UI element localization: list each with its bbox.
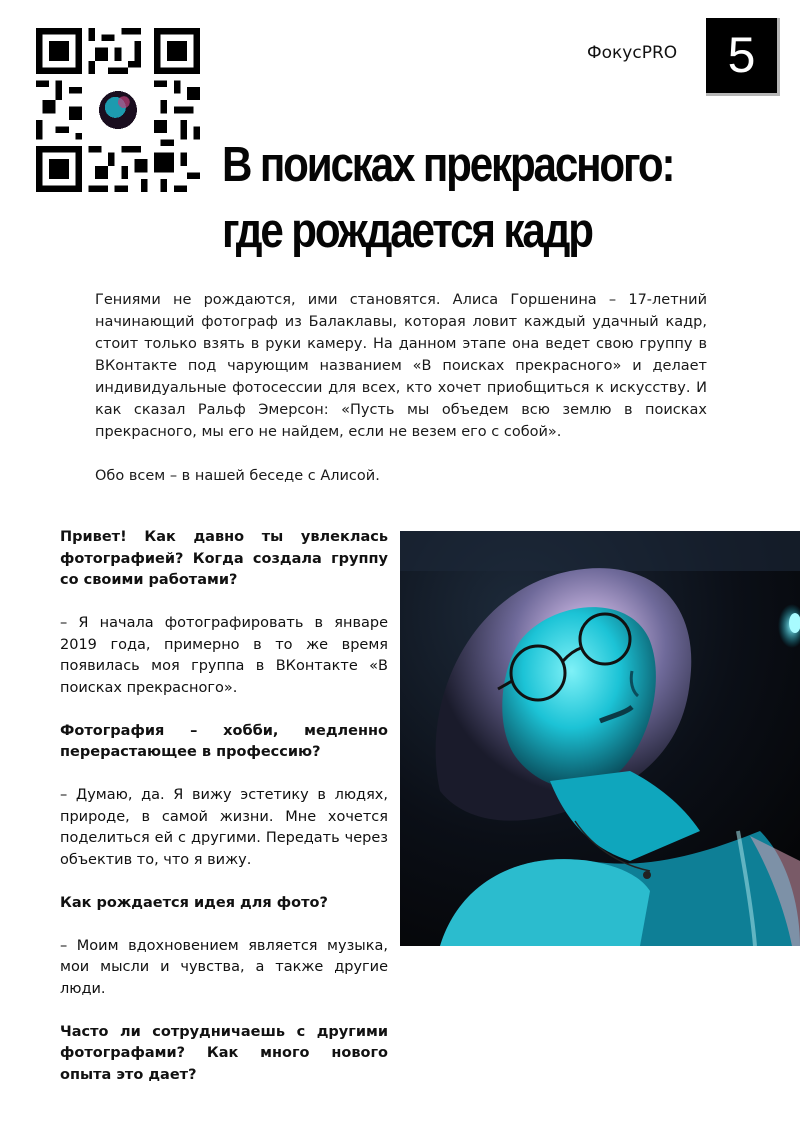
portrait-photo — [400, 531, 800, 946]
intro-paragraph: Гениями не рождаются, ими становятся. Алиса Горшенина – 17-летний начинающий фотограф из Балаклавы, которая ловит каждый удачный кадр, стоит только взять в руки камеру. На данном этапе она ведет свою группу в ВКонтакте под чарующим названием «В поисках прекрасного» и делает индивидуальные фотосессии для всех, кто хочет приобщиться к искусству. И как сказал Ральф Эмерсон: «Пусть мы объедем всю землю в поисках прекрасного, мы его не найдем, если не везем его с собой». — [95, 292, 707, 440]
article-title-line-2: где рождается кадр — [222, 204, 592, 258]
article-title — [222, 132, 673, 264]
interview-question: Привет! Как давно ты увлеклась фотографией? Когда создала группу со своими работами? — [60, 529, 388, 588]
article-intro — [95, 289, 707, 487]
interview-question: Часто ли сотрудничаешь с другими фотографами? Как много нового опыта это дает? — [60, 1023, 388, 1083]
interview-column — [60, 527, 388, 1108]
qr-code[interactable] — [36, 28, 200, 192]
magazine-brand: ФокусPRO — [587, 43, 678, 63]
interview-question: Как рождается идея для фото? — [60, 894, 328, 911]
page-number: 5 — [706, 18, 780, 96]
interview-answer: – Я начала фотографировать в январе 2019 года, примерно в то же время появилась моя группа в ВКонтакте «В поисках прекрасного». — [60, 615, 388, 696]
interview-question: Фотография – хобби, медленно перерастающее в профессию? — [60, 722, 388, 760]
interview-answer: – Моим вдохновением является музыка, мои мысли и чувства, а также другие люди. — [60, 937, 388, 997]
interview-answer: – Думаю, да. Я вижу эстетику в людях, природе, в самой жизни. Мне хочется поделиться ей с другими. Передать через объектив то, что я вижу. — [60, 787, 388, 868]
article-title-line-1: В поисках прекрасного: — [222, 138, 674, 192]
intro-paragraph: Обо всем – в нашей беседе с Алисой. — [95, 468, 380, 484]
